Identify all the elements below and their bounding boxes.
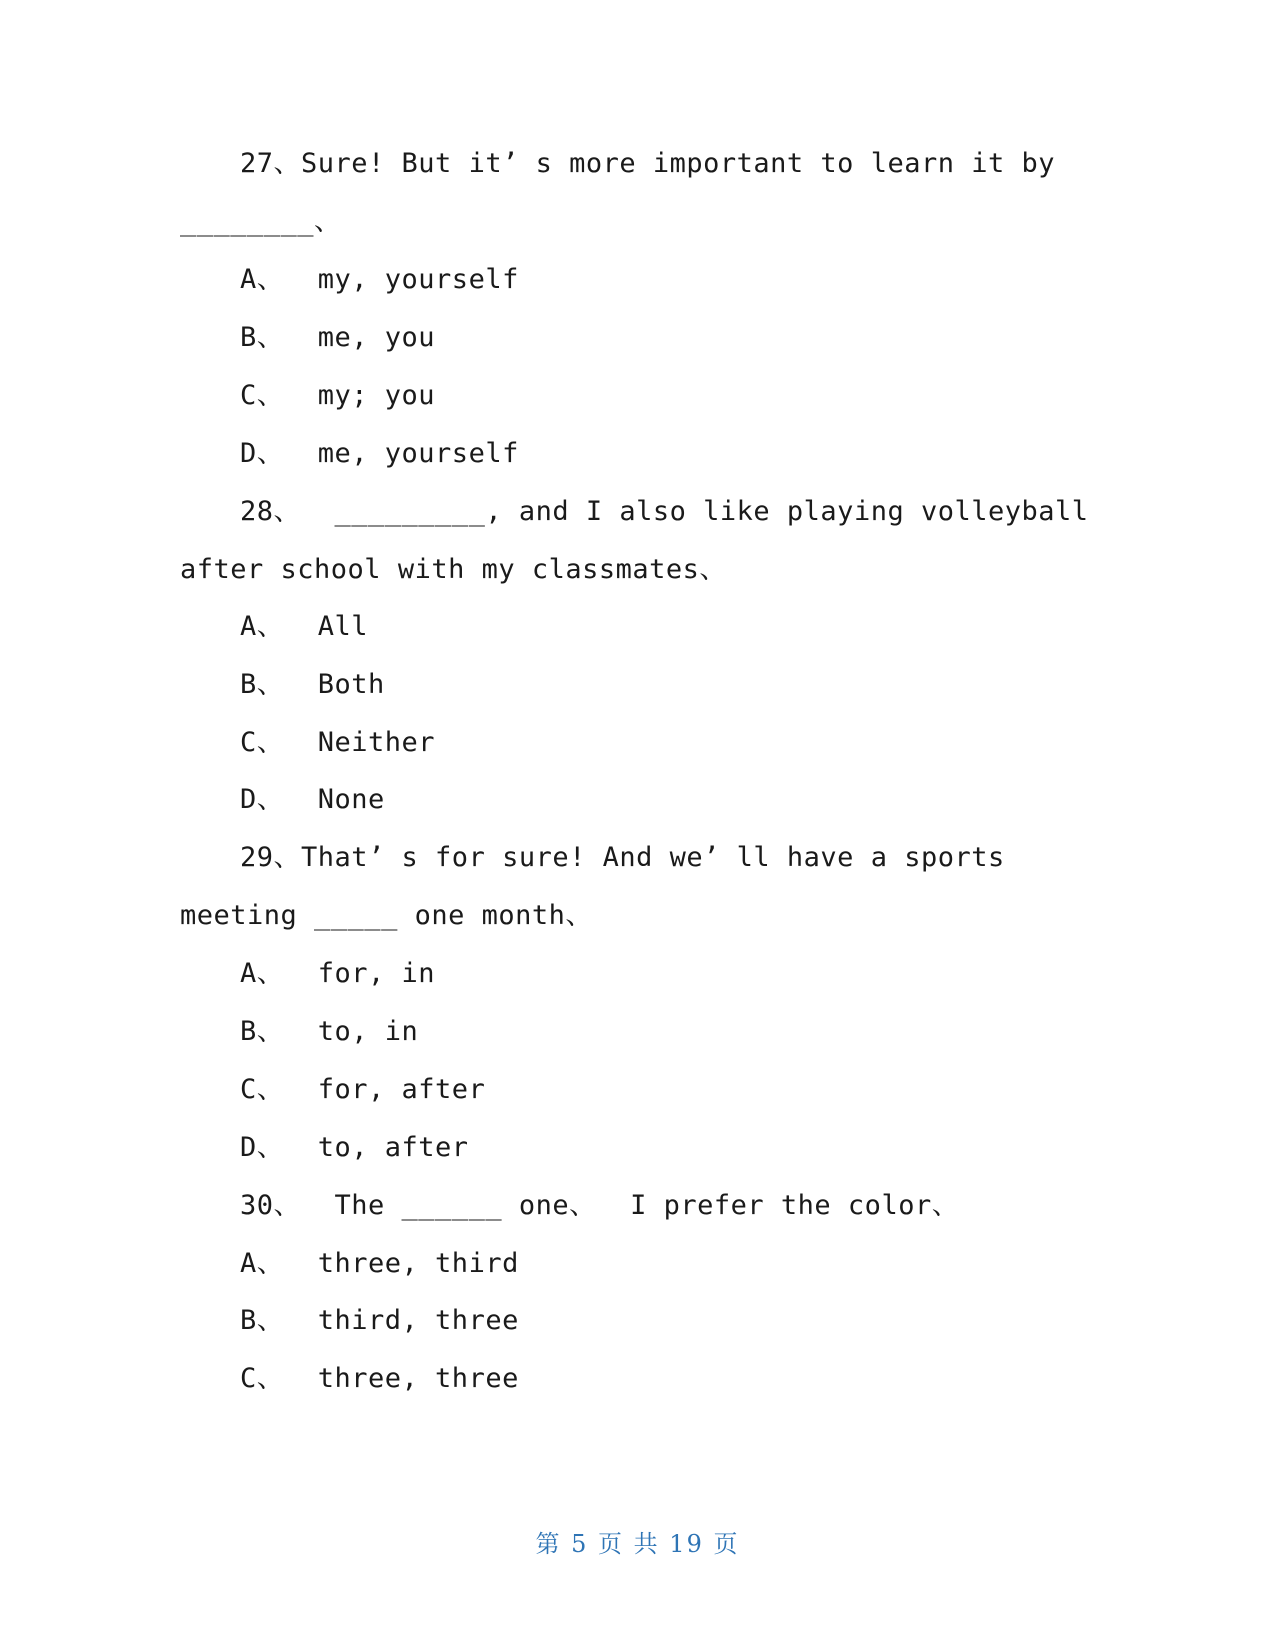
question-28-option-a: A、 All xyxy=(240,611,369,642)
question-27-option-d: D、 me, yourself xyxy=(240,438,519,469)
question-29-stem-continued: meeting _____ one month、 xyxy=(180,900,593,931)
question-30-option-b: B、 third, three xyxy=(240,1305,519,1336)
page-number-footer: 第 5 页 共 19 页 xyxy=(535,1530,740,1558)
question-27-option-a: A、 my, yourself xyxy=(240,264,519,295)
question-29-option-d: D、 to, after xyxy=(240,1132,469,1163)
question-28-stem-continued: after school with my classmates、 xyxy=(180,554,727,585)
question-27-option-b: B、 me, you xyxy=(240,322,436,353)
question-28-stem: 28、 _________, and I also like playing volleyball xyxy=(240,496,1089,527)
question-29-option-a: A、 for, in xyxy=(240,958,436,989)
question-29-stem: 29、That’ s for sure! And we’ ll have a sports xyxy=(240,842,1005,873)
question-29-option-c: C、 for, after xyxy=(240,1074,486,1105)
question-29-option-b: B、 to, in xyxy=(240,1016,419,1047)
question-27-stem-continued: ________、 xyxy=(180,206,342,237)
question-30-stem: 30、 The ______ one、 I prefer the color、 xyxy=(240,1190,960,1221)
question-28-option-c: C、 Neither xyxy=(240,727,436,758)
question-30-option-a: A、 three, third xyxy=(240,1248,519,1279)
question-27-stem: 27、Sure! But it’ s more important to learn it by xyxy=(240,148,1056,179)
question-28-option-b: B、 Both xyxy=(240,669,385,700)
question-28-option-d: D、 None xyxy=(240,784,385,815)
question-30-option-c: C、 three, three xyxy=(240,1363,519,1394)
question-27-option-c: C、 my; you xyxy=(240,380,436,411)
